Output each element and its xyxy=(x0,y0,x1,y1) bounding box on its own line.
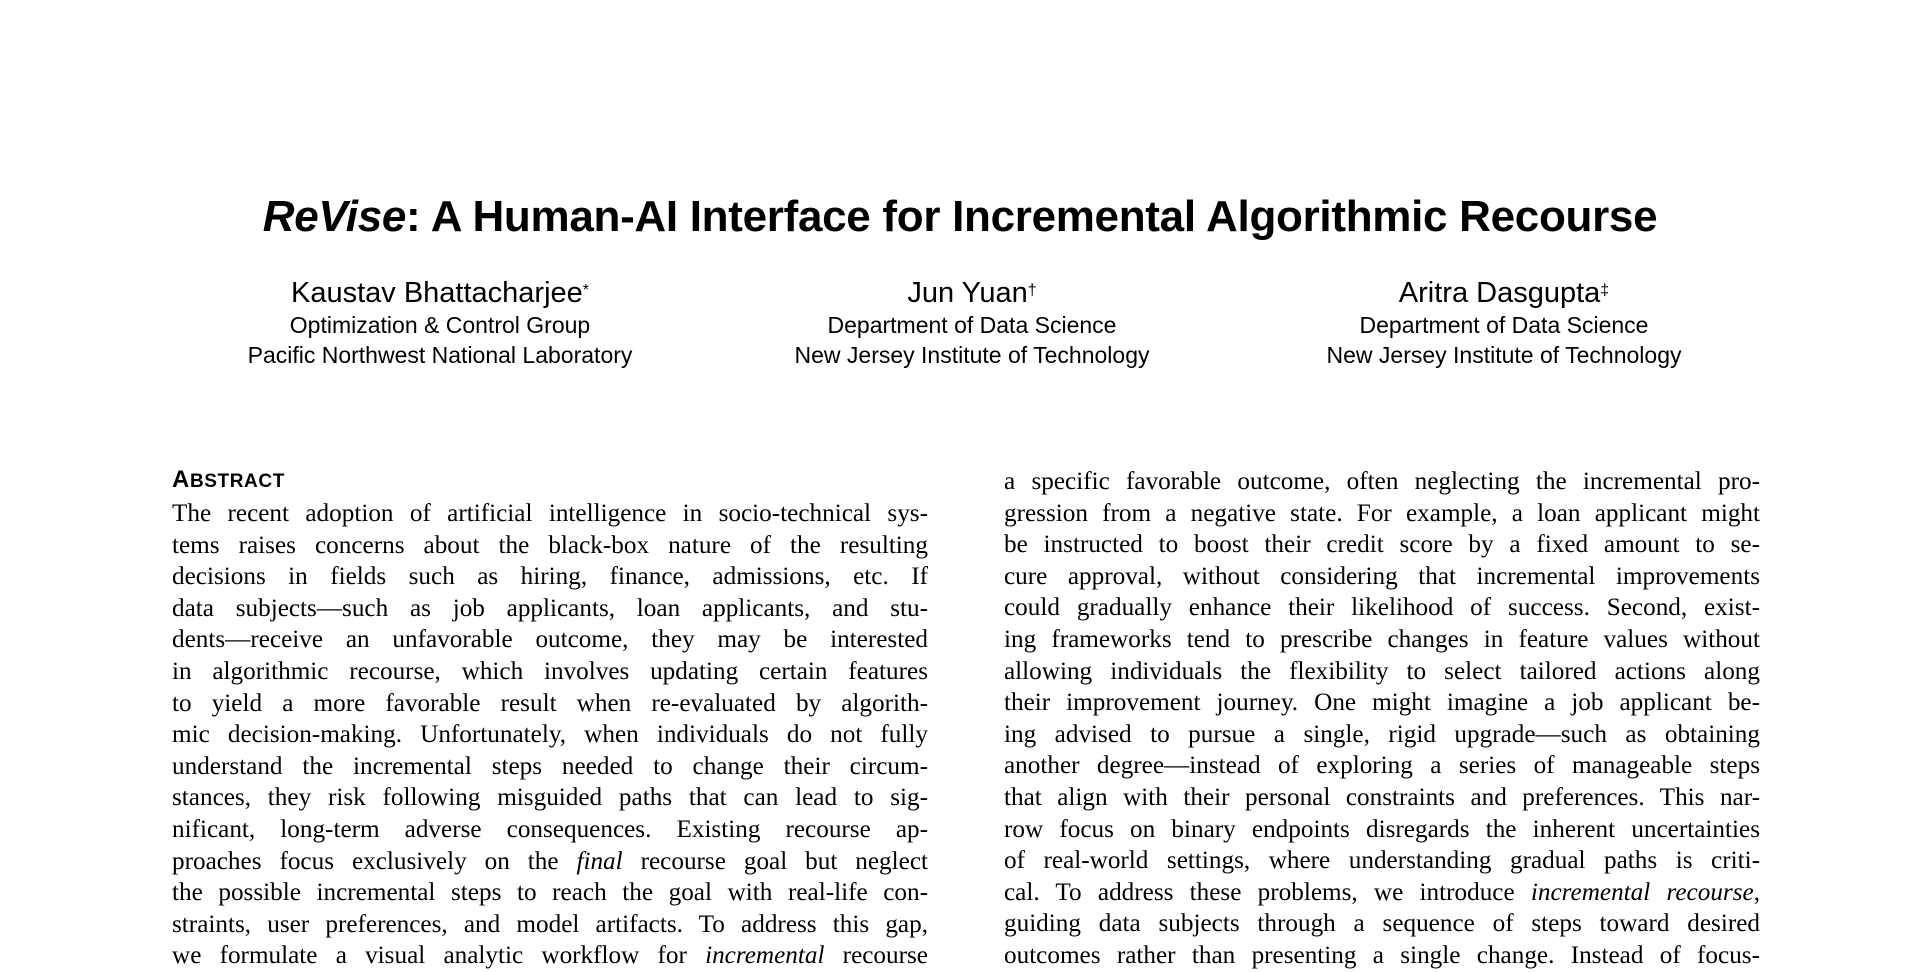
author-affiliation: Department of Data Science xyxy=(1359,312,1649,338)
heading-initial: A xyxy=(172,466,190,493)
abstract-heading xyxy=(172,464,928,496)
author-name-text: Aritra Dasgupta xyxy=(1398,277,1601,309)
text-line: another degree—instead of exploring a series of manageable steps xyxy=(1004,752,1760,780)
text-segment: proaches focus exclusively on the xyxy=(172,847,577,875)
author-footnote-mark: ‡ xyxy=(1600,282,1610,299)
author-affiliation: Pacific Northwest National Laboratory xyxy=(247,342,633,368)
emphasis-text: final xyxy=(576,847,623,875)
text-line: data subjects—such as job applicants, loan applicants, and stu- xyxy=(172,594,928,622)
heading-rest: BSTRACT xyxy=(189,471,285,492)
author-name xyxy=(795,276,1150,310)
text-line: decisions in fields such as hiring, finance, admissions, etc. If xyxy=(172,563,928,591)
text-line: tems raises concerns about the black-box nature of the resulting xyxy=(172,531,928,559)
author-footnote-mark: † xyxy=(1027,282,1037,299)
author-block-3 xyxy=(1327,276,1682,370)
text-segment: , xyxy=(1753,878,1760,906)
text-line: be instructed to boost their credit score by a fixed amount to se- xyxy=(1004,531,1760,559)
text-line: of real-world settings, where understanding gradual paths is criti- xyxy=(1004,847,1760,875)
text-segment: cal. To address these problems, we introduce xyxy=(1004,878,1531,906)
text-line: in algorithmic recourse, which involves updating certain features xyxy=(172,657,928,685)
text-line: straints, user preferences, and model artifacts. To address this gap, xyxy=(172,910,928,938)
text-line: that align with their personal constraints and preferences. This nar- xyxy=(1004,783,1760,811)
text-segment: we formulate a visual analytic workflow for xyxy=(172,942,706,970)
text-line: stances, they risk following misguided paths that can lead to sig- xyxy=(172,784,928,812)
paper-title xyxy=(0,192,1920,242)
right-column-body xyxy=(1004,466,1760,972)
text-line: gression from a negative state. For example, a loan applicant might xyxy=(1004,499,1760,527)
text-segment: recourse goal but neglect xyxy=(622,847,929,875)
text-line xyxy=(172,940,928,972)
text-line: to yield a more favorable result when re-evaluated by algorith- xyxy=(172,689,928,717)
text-line: The recent adoption of artificial intelligence in socio-technical sys- xyxy=(172,500,928,527)
text-line: understand the incremental steps needed to change their circum- xyxy=(172,752,928,780)
text-line xyxy=(1004,877,1760,909)
text-line: row focus on binary endpoints disregards the inherent uncertainties xyxy=(1004,815,1760,843)
author-affiliation: Department of Data Science xyxy=(827,312,1117,338)
text-line: outcomes rather than presenting a single change. Instead of focus- xyxy=(1004,941,1760,969)
text-line: a specific favorable outcome, often neglecting the incremental pro- xyxy=(1004,468,1760,495)
text-line: ing advised to pursue a single, rigid upgrade—such as obtaining xyxy=(1004,720,1760,748)
author-block-1 xyxy=(248,276,633,370)
author-affiliation: Optimization & Control Group xyxy=(289,312,591,338)
text-line: cure approval, without considering that incremental improvements xyxy=(1004,562,1760,590)
emphasis-text: incremental xyxy=(705,942,825,970)
text-line: guiding data subjects through a sequence of steps toward desired xyxy=(1004,910,1760,938)
text-segment: recourse xyxy=(824,942,928,970)
text-line: the possible incremental steps to reach the goal with real-life con- xyxy=(172,879,928,907)
author-name xyxy=(248,276,633,310)
text-line: dents—receive an unfavorable outcome, they may be interested xyxy=(172,626,928,654)
text-line: nificant, long-term adverse consequences. Existing recourse ap- xyxy=(172,815,928,843)
emphasis-text: incremental recourse xyxy=(1530,878,1754,906)
author-footnote-mark: * xyxy=(582,282,590,299)
abstract-column xyxy=(172,466,928,972)
text-line: ing frameworks tend to prescribe changes in feature values without xyxy=(1004,625,1760,653)
title-italic: ReVise xyxy=(262,192,407,241)
author-name xyxy=(1327,276,1682,310)
author-name-text: Jun Yuan xyxy=(907,277,1028,309)
text-line: could gradually enhance their likelihood of success. Second, exist- xyxy=(1004,594,1760,622)
author-affiliation: New Jersey Institute of Technology xyxy=(794,342,1150,368)
text-line xyxy=(172,846,928,878)
author-affiliation: New Jersey Institute of Technology xyxy=(1326,342,1682,368)
abstract-body xyxy=(172,498,928,972)
text-line: allowing individuals the flexibility to select tailored actions along xyxy=(1004,657,1760,685)
author-block-2 xyxy=(795,276,1150,370)
text-line: their improvement journey. One might imagine a job applicant be- xyxy=(1004,689,1760,717)
text-line: mic decision-making. Unfortunately, when individuals do not fully xyxy=(172,721,928,749)
title-rest: : A Human-AI Interface for Incremental Algorithmic Recourse xyxy=(406,192,1658,241)
author-name-text: Kaustav Bhattacharjee xyxy=(290,277,583,309)
